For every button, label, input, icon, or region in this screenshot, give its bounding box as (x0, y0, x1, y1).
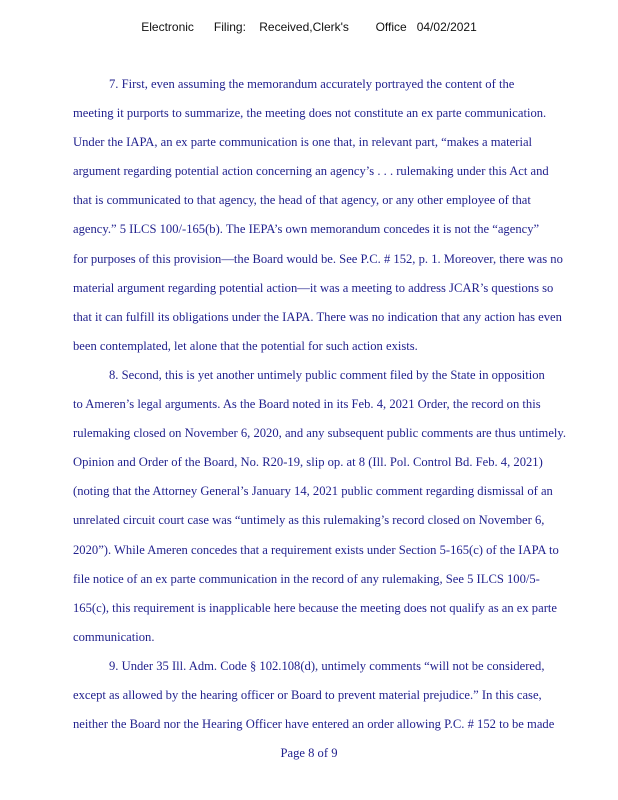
paragraph-7-line-1: 7. First, even assuming the memorandum accurately portrayed the content of the (109, 77, 515, 91)
paragraph-8-line-7: 2020”). While Ameren concedes that a requirement exists under Section 5-165(c) of the IAPA to (73, 542, 559, 557)
paragraph-7-line-5: that is communicated to that agency, the head of that agency, or any other employee of that (73, 193, 531, 208)
paragraph-8-line-1: 8. Second, this is yet another untimely public comment filed by the State in opposition (109, 367, 545, 382)
paragraph-8-line-9: 165(c), this requirement is inapplicable here because the meeting does not qualify as an ex parte (73, 600, 557, 615)
paragraph-7-line-10: been contemplated, let alone that the potential for such action exists. (73, 338, 418, 353)
paragraph-8-line-8: file notice of an ex parte communication in the record of any rulemaking, See 5 ILCS 100/5- (73, 571, 540, 586)
paragraph-7-line-7: for purposes of this provision—the Board would be. See P.C. # 152, p. 1. Moreover, there was no (73, 251, 563, 266)
paragraph-7-line-2: meeting it purports to summarize, the meeting does not constitute an ex parte communication. (73, 106, 547, 121)
document-body (73, 70, 603, 739)
paragraph-8-line-4: Opinion and Order of the Board, No. R20-19, slip op. at 8 (Ill. Pol. Control Bd. Feb. 4, 2021) (73, 455, 543, 470)
paragraph-7-line-4: argument regarding potential action concerning an agency’s . . . rulemaking under this Act and (73, 164, 549, 179)
paragraph-9-line-1: 9. Under 35 Ill. Adm. Code § 102.108(d), untimely comments “will not be considered, (109, 658, 545, 673)
paragraph-7-line-9: that it can fulfill its obligations under the IAPA. There was no indication that any action has even (73, 309, 562, 324)
paragraph-8-line-5: (noting that the Attorney General’s January 14, 2021 public comment regarding dismissal of an (73, 484, 553, 499)
paragraph-9-line-3: neither the Board nor the Hearing Officer have entered an order allowing P.C. # 152 to be made (73, 717, 555, 732)
filing-stamp-header: Electronic Filing: Received,Clerk's Office 04/02/2021 (141, 20, 477, 34)
paragraph-8-line-10: communication. (73, 629, 155, 644)
paragraph-8-line-3: rulemaking closed on November 6, 2020, and any subsequent public comments are thus untimely. (73, 426, 567, 441)
page-number: Page 8 of 9 (280, 746, 338, 760)
paragraph-8-line-6: unrelated circuit court case was “untimely as this rulemaking’s record closed on November 6, (73, 513, 545, 528)
paragraph-9-line-2: except as allowed by the hearing officer or Board to prevent material prejudice.” In this case, (73, 687, 542, 702)
paragraph-7-line-3: Under the IAPA, an ex parte communication is one that, in relevant part, “makes a material (73, 135, 533, 150)
paragraph-8-line-2: to Ameren’s legal arguments. As the Board noted in its Feb. 4, 2021 Order, the record on this (73, 397, 541, 412)
paragraph-7-line-8: material argument regarding potential action—it was a meeting to address JCAR’s questions so (73, 280, 554, 295)
paragraph-7-line-6: agency.” 5 ILCS 100/-165(b). The IEPA’s own memorandum concedes it is not the “agency” (73, 222, 540, 237)
